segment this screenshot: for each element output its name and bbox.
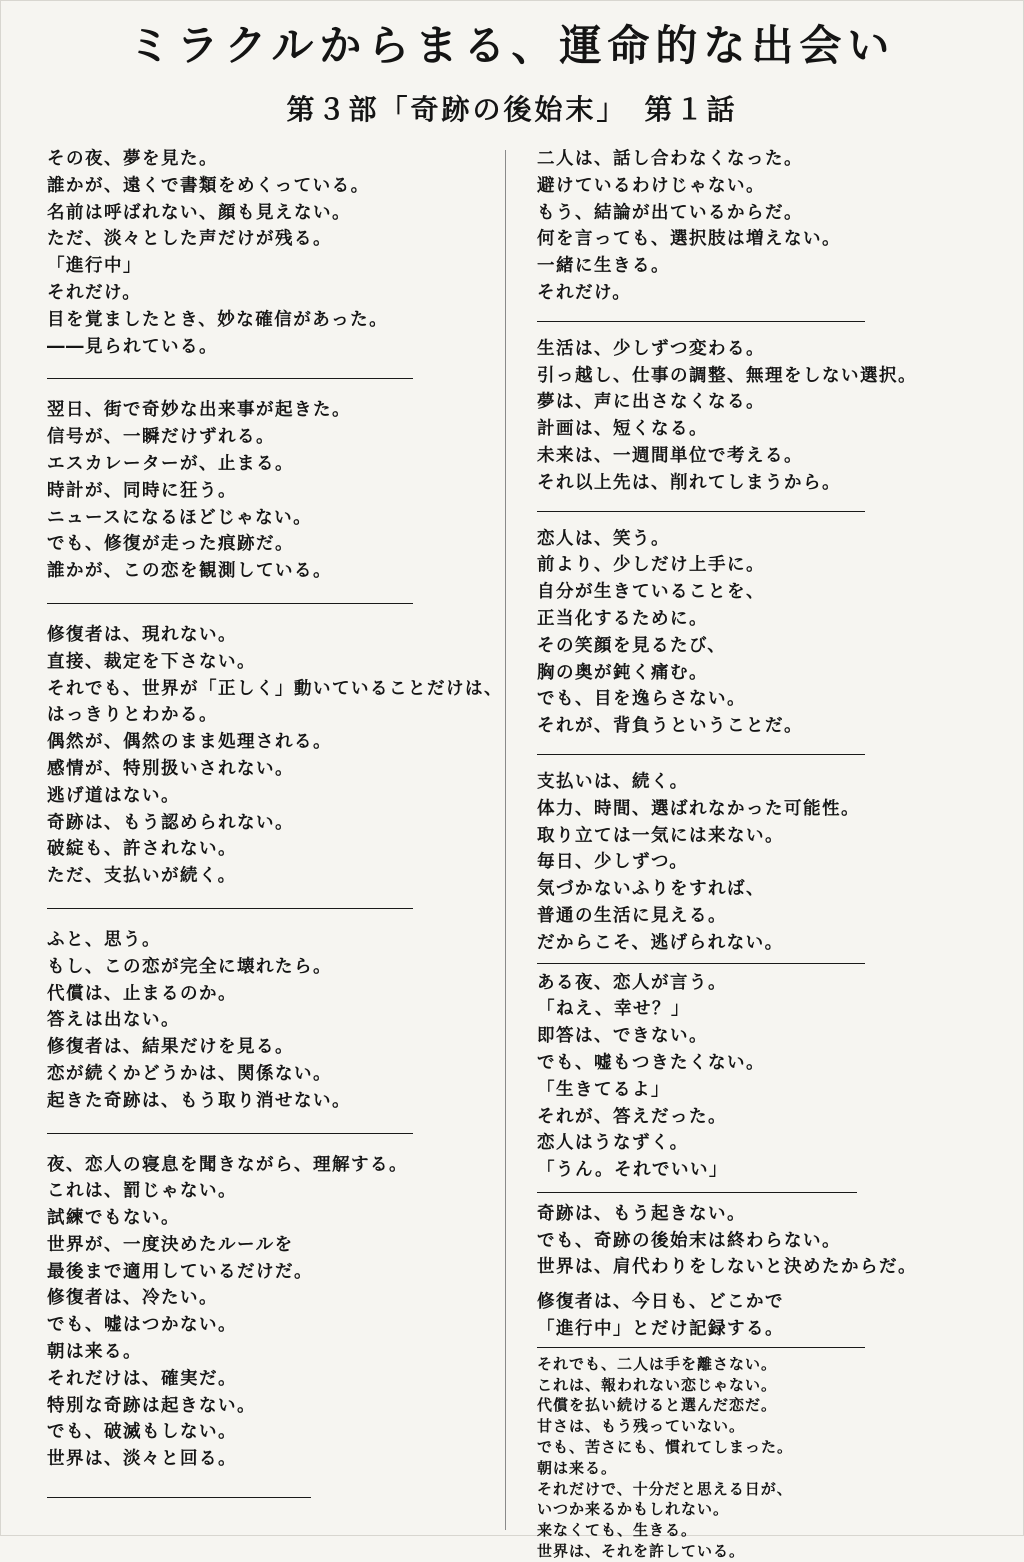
text-line: 来なくても、生きる。: [537, 1521, 698, 1540]
page-title: ミラクルからまる、運命的な出会い: [128, 21, 896, 70]
text-line: 修復者は、現れない。: [47, 624, 237, 645]
text-line: 恋が続くかどうかは、関係ない。: [47, 1063, 332, 1084]
page-subtitle: 第３部「奇跡の後始末」 第１話: [286, 93, 738, 126]
text-line: それだけは、確実だ。: [47, 1368, 237, 1389]
text-line: 時計が、同時に狂う。: [47, 480, 237, 501]
paragraph: [47, 1152, 487, 1474]
text-line: 何を言っても、選択肢は増えない。: [537, 229, 841, 250]
text-line: でも、苦さにも、慣れてしまった。: [537, 1438, 794, 1457]
text-line: 気づかないふりをすれば、: [537, 879, 765, 900]
paragraph: [537, 1354, 1007, 1562]
text-line: でも、嘘もつきたくない。: [537, 1052, 765, 1073]
text-line: でも、奇跡の後始末は終わらない。: [537, 1230, 841, 1251]
text-line: それ以上先は、削れてしまうから。: [537, 472, 841, 493]
text-line: 避けているわけじゃない。: [537, 175, 765, 196]
text-line: いつか来るかもしれない。: [537, 1500, 730, 1519]
text-line: 取り立ては一気には来ない。: [537, 825, 784, 846]
paragraph: [537, 336, 1007, 497]
text-line: それだけ。: [47, 282, 142, 303]
paragraph: [47, 397, 487, 585]
text-line: 破綻も、許されない。: [47, 839, 237, 860]
text-line: 直接、裁定を下さない。: [47, 651, 256, 672]
text-line: 修復者は、冷たい。: [47, 1288, 218, 1309]
text-line: 正当化するために。: [537, 608, 708, 629]
text-line: それが、答えだった。: [537, 1106, 727, 1127]
text-line: それでも、世界が「正しく」動いていることだけは、: [47, 678, 503, 699]
text-line: もし、この恋が完全に壊れたら。: [47, 956, 332, 977]
text-line: 特別な奇跡は起きない。: [47, 1395, 256, 1416]
text-line: だからこそ、逃げられない。: [537, 932, 784, 953]
text-line: 起きた奇跡は、もう取り消せない。: [47, 1090, 351, 1111]
text-line: 前より、少しだけ上手に。: [537, 555, 765, 576]
paragraph: [47, 927, 487, 1115]
text-line: 恋人はうなずく。: [537, 1133, 689, 1154]
text-line: 最後まで適用しているだけだ。: [47, 1261, 313, 1282]
text-line: 世界は、それを許している。: [537, 1542, 746, 1561]
text-line: 試練でもない。: [47, 1208, 180, 1229]
text-line: 生活は、少しずつ変わる。: [537, 338, 765, 359]
text-line: 代償を払い続けると選んだ恋だ。: [537, 1396, 778, 1415]
text-line: でも、目を逸らさない。: [537, 689, 746, 710]
text-line: 支払いは、続く。: [537, 771, 689, 792]
text-line: 世界は、肩代わりをしないと決めたからだ。: [537, 1257, 917, 1278]
text-line: 「進行中」: [47, 256, 142, 277]
text-line: ――見られている。: [47, 336, 218, 357]
text-line: 普通の生活に見える。: [537, 905, 727, 926]
text-line: 修復者は、結果だけを見る。: [47, 1037, 294, 1058]
section-divider: [47, 1497, 311, 1498]
paragraph: [47, 146, 487, 360]
text-line: エスカレーターが、止まる。: [47, 453, 294, 474]
text-line: 未来は、一週間単位で考える。: [537, 445, 803, 466]
text-line: 計画は、短くなる。: [537, 419, 708, 440]
text-line: ふと、思う。: [47, 929, 161, 950]
text-line: 逃げ道はない。: [47, 785, 180, 806]
text-line: はっきりとわかる。: [47, 705, 218, 726]
paragraph: [537, 970, 1007, 1184]
text-line: 「ねえ、幸せ？」: [537, 999, 691, 1020]
text-line: 信号が、一瞬だけずれる。: [47, 427, 275, 448]
text-line: 朝は来る。: [537, 1458, 618, 1477]
text-line: 毎日、少しずつ。: [537, 852, 689, 873]
text-line: ただ、淡々とした声だけが残る。: [47, 229, 332, 250]
text-line: 自分が生きていることを、: [537, 582, 765, 603]
text-line: 恋人は、笑う。: [537, 528, 670, 549]
paragraph: [537, 526, 1007, 740]
text-line: 答えは出ない。: [47, 1010, 180, 1031]
text-line: でも、破滅もしない。: [47, 1422, 237, 1443]
text-line: 夢は、声に出さなくなる。: [537, 392, 765, 413]
text-line: 名前は呼ばれない、顔も見えない。: [47, 202, 351, 223]
text-line: 世界が、一度決めたルールを: [47, 1234, 294, 1255]
text-line: その夜、夢を見た。: [47, 149, 218, 169]
text-line: 誰かが、遠くで書類をめくっている。: [47, 175, 370, 196]
text-line: 胸の奥が鈍く痛む。: [537, 662, 708, 683]
text-line: 誰かが、この恋を観測している。: [47, 561, 332, 582]
text-line: 世界は、淡々と回る。: [47, 1449, 237, 1470]
text-line: ただ、支払いが続く。: [47, 866, 237, 887]
text-line: 翌日、街で奇妙な出来事が起きた。: [47, 400, 351, 421]
paragraph: [537, 1289, 1007, 1343]
text-line: 二人は、話し合わなくなった。: [537, 149, 803, 169]
text-line: それが、背負うということだ。: [537, 716, 803, 737]
text-line: 即答は、できない。: [537, 1026, 708, 1047]
paragraph: [47, 622, 503, 890]
text-line: ニュースになるほどじゃない。: [47, 507, 313, 528]
text-line: それだけ。: [537, 282, 632, 303]
text-line: 目を覚ましたとき、妙な確信があった。: [47, 309, 389, 330]
text-line: それでも、二人は手を離さない。: [537, 1354, 778, 1373]
text-line: 代償は、止まるのか。: [47, 983, 237, 1004]
paragraph: [537, 769, 1007, 957]
paragraph: [537, 146, 1007, 307]
text-line: 朝は来る。: [47, 1342, 142, 1363]
text-line: 甘さは、もう残っていない。: [537, 1417, 746, 1436]
text-line: でも、修復が走った痕跡だ。: [47, 534, 294, 555]
text-line: 一緒に生きる。: [537, 256, 670, 277]
text-line: 修復者は、今日も、どこかで: [537, 1292, 784, 1313]
text-line: これは、罰じゃない。: [47, 1181, 237, 1202]
left-column: [47, 146, 503, 1498]
text-line: もう、結論が出ているからだ。: [537, 202, 803, 223]
text-line: でも、嘘はつかない。: [47, 1315, 237, 1336]
column-divider: [505, 150, 506, 1530]
text-line: 「うん。それでいい」: [537, 1160, 729, 1181]
text-line: これは、報われない恋じゃない。: [537, 1375, 778, 1394]
text-line: 感情が、特別扱いされない。: [47, 758, 294, 779]
text-line: 奇跡は、もう認められない。: [47, 812, 294, 833]
text-line: 夜、恋人の寝息を聞きながら、理解する。: [47, 1154, 408, 1175]
paragraph: [537, 1201, 1007, 1281]
text-line: 体力、時間、選ばれなかった可能性。: [537, 798, 860, 819]
text-line: 偶然が、偶然のまま処理される。: [47, 732, 332, 753]
text-line: その笑顔を見るたび、: [537, 635, 727, 656]
text-line: 奇跡は、もう起きない。: [537, 1203, 746, 1224]
right-column: [537, 146, 1007, 1562]
text-line: それだけで、十分だと思える日が、: [537, 1479, 793, 1498]
text-line: 引っ越し、仕事の調整、無理をしない選択。: [537, 365, 917, 386]
text-line: ある夜、恋人が言う。: [537, 972, 727, 993]
text-line: 「生きてるよ」: [537, 1079, 670, 1100]
text-line: 「進行中」とだけ記録する。: [537, 1319, 784, 1340]
